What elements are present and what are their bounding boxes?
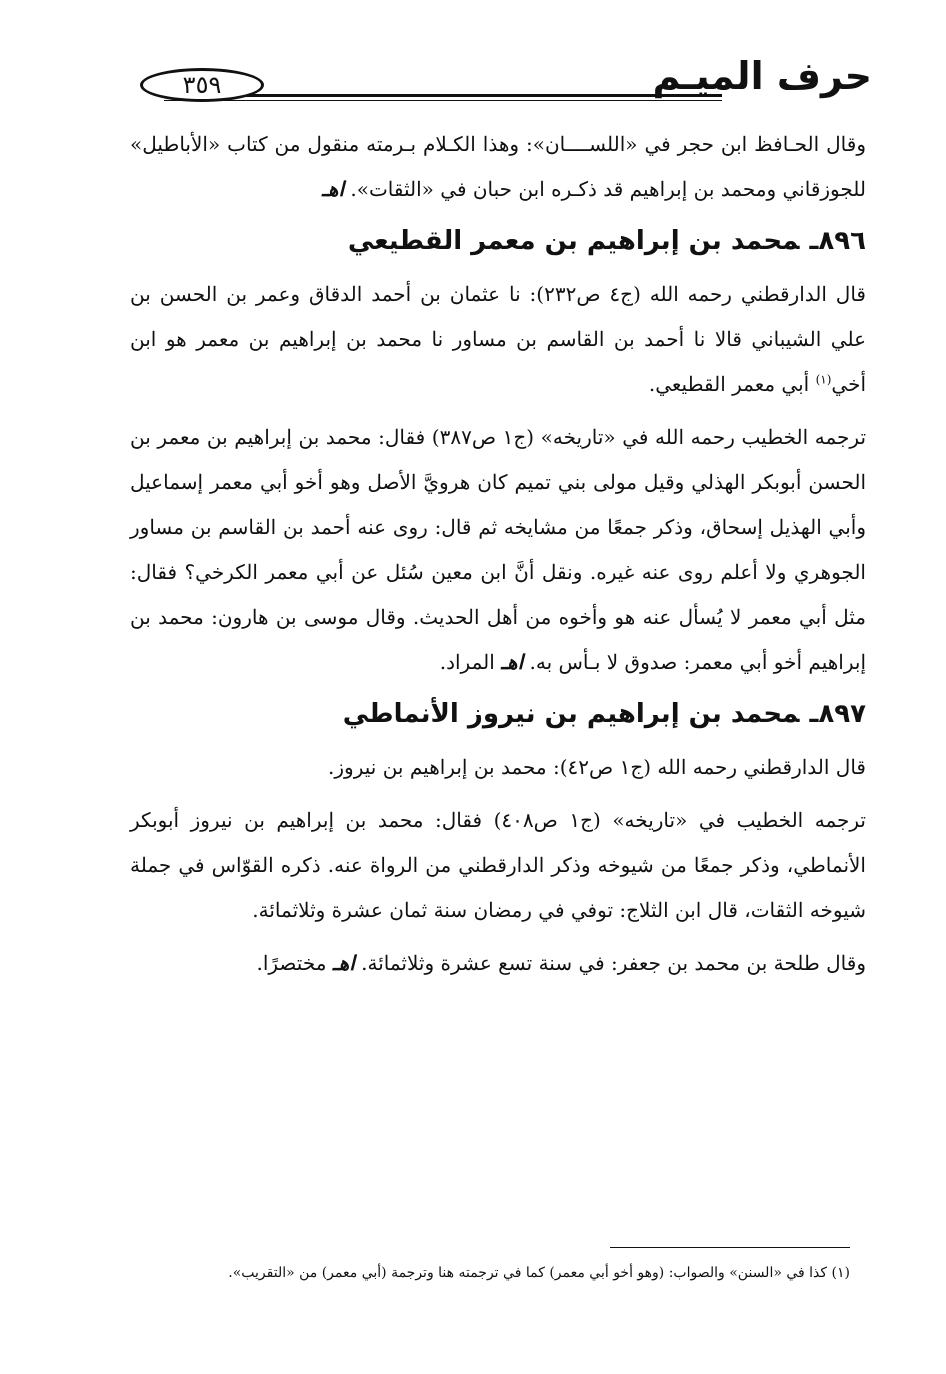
entry-name: محمد بن إبراهيم بن نيروز الأنماطي xyxy=(342,699,800,729)
footnote-text: كذا في «السنن» والصواب: (وهو أخو أبي معمر) كما في ترجمته هنا وترجمة (أبي معمر) من «التقريب». xyxy=(228,1265,828,1281)
footnote-number: (١) xyxy=(831,1265,850,1281)
paragraph-text: وقال طلحة بن محمد بن جعفر: في سنة تسع عشرة وثلاثمائة. xyxy=(361,951,866,975)
paragraph-text: ترجمه الخطيب رحمه الله في «تاريخه» (ج١ ص٣٨٧) فقال: محمد بن إبراهيم بن معمر بن الحسن أبوبكر الهذلي وقيل مولى بني تميم كان هرويَّ الأصل وهو أخو أبي معمر إسماعيل وأبي الهذيل إسحاق، وذكر جمعًا من مشايخه ثم قال: روى عنه أحمد بن القاسم بن مساور الجوهري ولا أعلم روى عنه غيره. ونقل أنَّ ابن معين سُئل عن أبي معمر الكرخي؟ فقال: مثل أبي معمر لا يُسأل عنه هو وأخوه من أهل الحديث. وقال موسى بن هارون: محمد بن إبراهيم أخو أبي معمر: صدوق لا بـأس به. xyxy=(130,425,867,674)
entry-name: محمد بن إبراهيم بن معمر القطيعي xyxy=(347,226,800,256)
header-rule-thin xyxy=(164,100,722,101)
entry-897-paragraph-3 xyxy=(130,941,866,986)
end-marker: اهـ xyxy=(501,650,524,674)
chapter-title: حرف الميـم xyxy=(652,54,872,98)
paragraph-tail: مختصرًا. xyxy=(256,951,333,975)
footnote-rule xyxy=(610,1247,850,1248)
intro-paragraph xyxy=(130,122,866,212)
entry-896-paragraph-1 xyxy=(130,272,866,407)
entry-number: ٨٩٧ـ xyxy=(809,699,866,729)
entry-897-paragraph-1 xyxy=(130,745,866,790)
paragraph-text: ترجمه الخطيب في «تاريخه» (ج١ ص٤٠٨) فقال: محمد بن إبراهيم بن نيروز أبوبكر الأنماطي، وذكر جمعًا من شيوخه وذكر الدارقطني من الرواة عنه. ذكره القوّاس في جملة شيوخه الثقات، قال ابن الثلاج: توفي في رمضان سنة ثمان عشرة وثلاثمائة. xyxy=(130,808,866,922)
paragraph-text-continued: أبي معمر القطيعي. xyxy=(648,372,816,396)
entry-number: ٨٩٦ـ xyxy=(809,226,866,256)
entry-heading-896 xyxy=(130,224,866,258)
running-header xyxy=(140,48,872,108)
entry-heading-897 xyxy=(130,697,866,731)
paragraph-text: قال الدارقطني رحمه الله (ج٤ ص٢٣٢): نا عثمان بن أحمد الدقاق وعمر بن الحسن بن علي الشيباني قالا نا أحمد بن القاسم بن مساور نا محمد بن إبراهيم بن معمر هو ابن أخي xyxy=(130,282,866,396)
end-marker: اهـ xyxy=(332,951,355,975)
footnote-reference[interactable]: (١) xyxy=(815,372,832,387)
paragraph-text: قال الدارقطني رحمه الله (ج١ ص٤٢): محمد بن إبراهيم بن نيروز. xyxy=(328,755,866,779)
page-number: ٣٥٩ xyxy=(182,71,222,99)
paragraph-tail: المراد. xyxy=(439,650,502,674)
page-number-frame xyxy=(140,68,264,102)
main-text xyxy=(130,122,866,986)
entry-897-paragraph-2 xyxy=(130,798,866,933)
intro-text: وقال الحـافظ ابن حجر في «اللســــان»: وهذا الكـلام بـرمته منقول من كتاب «الأباطيل» للجوزقاني ومحمد بن إبراهيم قد ذكـره ابن حبان في «الثقات». xyxy=(130,132,866,201)
entry-896-paragraph-2 xyxy=(130,415,866,685)
footnote xyxy=(150,1262,850,1284)
end-marker: اهـ xyxy=(322,177,344,201)
